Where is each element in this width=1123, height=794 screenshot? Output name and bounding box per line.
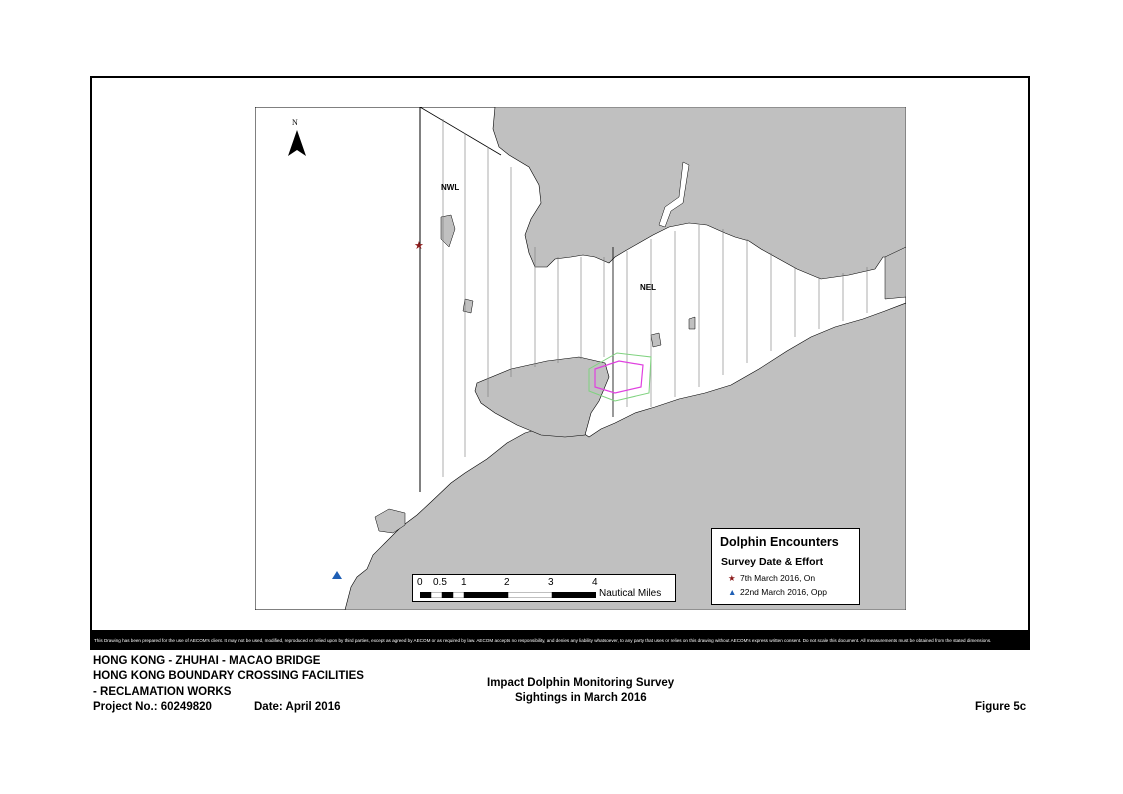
scale-tick: 1 <box>461 577 467 588</box>
legend <box>711 528 860 605</box>
scale-tick: 4 <box>592 577 598 588</box>
scale-tick: 0 <box>417 577 423 588</box>
scale-tick: 0.5 <box>433 577 447 588</box>
scale-bar <box>412 574 676 602</box>
area-label-nwl: NWL <box>441 183 460 192</box>
north-arrow-icon <box>287 130 307 156</box>
title-line-2: HONG KONG BOUNDARY CROSSING FACILITIES <box>93 670 364 682</box>
triangle-icon: ▲ <box>728 587 737 597</box>
scale-tick: 3 <box>548 577 554 588</box>
sighting-triangle-icon <box>332 571 342 579</box>
scale-unit: Nautical Miles <box>599 588 662 599</box>
disclaimer-bar: This Drawing has been prepared for the use of AECOM's client. It may not be used, modified, reproduced or relied upon by third parties, except as agreed by AECOM or as required by law. AECOM accepts no responsibility, and denies any liability whatsoever, to any party that uses or relies on this drawing without AECOM's express written consent. Do not scale this document. All measurements must be obtained from the stated dimensions. <box>90 632 1030 650</box>
figure-title-line-2: Sightings in March 2016 <box>515 692 647 704</box>
star-icon: ★ <box>728 573 736 583</box>
legend-title: Dolphin Encounters <box>720 535 839 549</box>
legend-item-label: 22nd March 2016, Opp <box>740 587 827 597</box>
sighting-star-icon: ★ <box>414 240 424 252</box>
north-label: N <box>292 118 298 127</box>
figure-number: Figure 5c <box>975 701 1027 713</box>
title-line-1: HONG KONG - ZHUHAI - MACAO BRIDGE <box>93 655 321 667</box>
legend-subtitle: Survey Date & Effort <box>721 556 824 568</box>
legend-item-label: 7th March 2016, On <box>740 573 816 583</box>
legend-item <box>728 573 815 584</box>
project-number: Project No.: 60249820 <box>93 701 212 713</box>
title-line-3: - RECLAMATION WORKS <box>93 686 232 698</box>
legend-item <box>728 587 827 597</box>
figure-title-line-1: Impact Dolphin Monitoring Survey <box>487 677 675 689</box>
drawing-date: Date: April 2016 <box>254 701 341 713</box>
scale-tick: 2 <box>504 577 510 588</box>
area-label-nel: NEL <box>640 283 656 292</box>
